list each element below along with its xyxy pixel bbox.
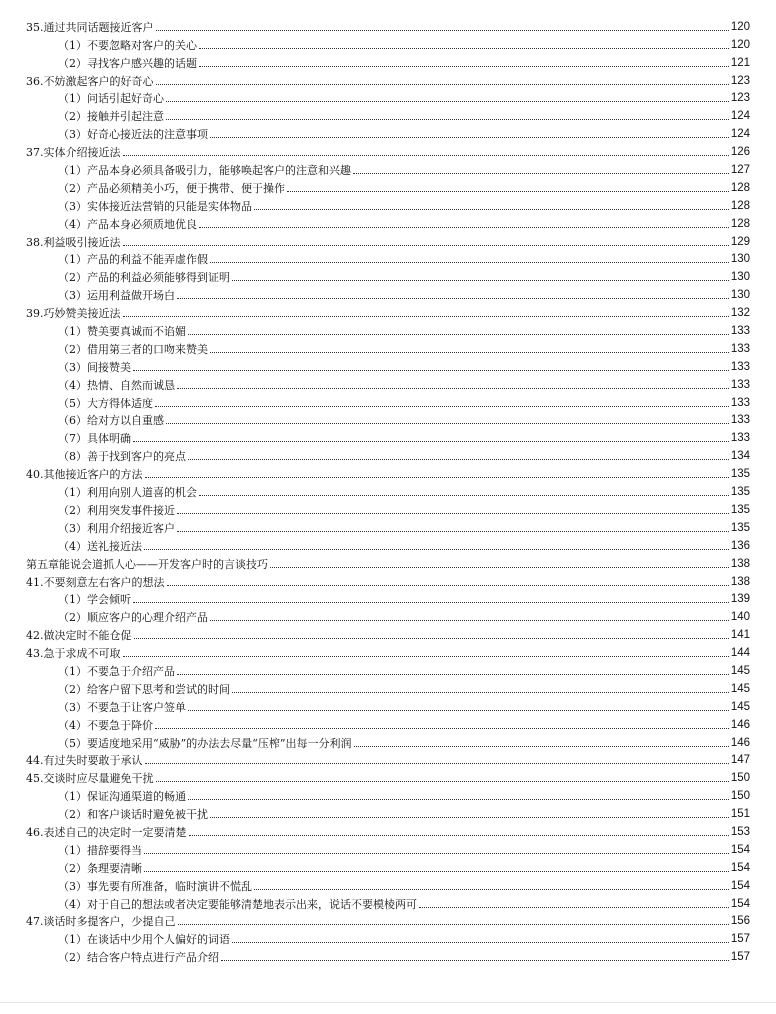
toc-entry-title: （1）保证沟通渠道的畅通: [58, 790, 186, 804]
dot-leader: [145, 763, 729, 764]
dot-leader: [133, 602, 729, 603]
toc-page-number: 145: [730, 682, 750, 695]
dot-leader: [155, 728, 729, 729]
dot-leader: [210, 620, 729, 621]
dot-leader: [188, 710, 729, 711]
toc-page-number: 120: [730, 20, 750, 33]
toc-entry-title: （2）结合客户特点进行产品介绍: [58, 951, 219, 965]
toc-page-number: 126: [730, 146, 750, 159]
dot-leader: [144, 853, 729, 854]
toc-page-number: 121: [730, 56, 750, 69]
toc-subentry[interactable]: [26, 159, 750, 177]
toc-subentry[interactable]: [26, 177, 750, 195]
dot-leader: [353, 173, 729, 174]
toc-subentry[interactable]: [26, 803, 750, 821]
toc-entry-title: （2）顺应客户的心理介绍产品: [58, 611, 208, 625]
toc-subentry[interactable]: [26, 660, 750, 678]
dot-leader: [177, 513, 729, 514]
toc-page-number: 135: [730, 486, 750, 499]
toc-page-number: 130: [730, 253, 750, 266]
dot-leader: [188, 334, 729, 335]
toc-subentry[interactable]: [26, 392, 750, 410]
dot-leader: [156, 84, 729, 85]
dot-leader: [221, 960, 729, 961]
toc-page-number: 133: [730, 432, 750, 445]
toc-subentry[interactable]: [26, 606, 750, 624]
toc-subentry[interactable]: [26, 338, 750, 356]
toc-entry-title: （3）运用利益做开场白: [58, 289, 175, 303]
toc-page-number: 154: [730, 843, 750, 856]
toc-subentry[interactable]: [26, 517, 750, 535]
toc-entry-title: （8）善于找到客户的亮点: [58, 450, 186, 464]
toc-entry-title: （4）不要急于降价: [58, 718, 153, 732]
toc-subentry[interactable]: [26, 284, 750, 302]
dot-leader: [167, 585, 729, 586]
toc-page-number: 140: [730, 611, 750, 624]
toc-subentry[interactable]: [26, 266, 750, 284]
toc-entry-title: （2）产品的利益必须能够得到证明: [58, 271, 230, 285]
toc-entry-title: 45.交谈时应尽量避免干扰: [26, 772, 154, 786]
dot-leader: [232, 692, 729, 693]
toc-entry[interactable]: [26, 141, 750, 159]
toc-page-number: 144: [730, 647, 750, 660]
toc-entry[interactable]: [26, 231, 750, 249]
toc-entry-title: （1）产品本身必须具备吸引力，能够唤起客户的注意和兴趣: [58, 164, 351, 178]
toc-entry[interactable]: [26, 911, 750, 929]
toc-entry-title: （3）不要急于让客户签单: [58, 700, 186, 714]
toc-subentry[interactable]: [26, 893, 750, 911]
toc-entry-title: （2）利用突发事件接近: [58, 503, 175, 517]
toc-subentry[interactable]: [26, 946, 750, 964]
toc-subentry[interactable]: [26, 52, 750, 70]
toc-page-number: 138: [730, 575, 750, 588]
toc-subentry[interactable]: [26, 875, 750, 893]
toc-entry-title: 第五章能说会道抓人心——开发客户时的言谈技巧: [26, 557, 268, 571]
toc-subentry[interactable]: [26, 105, 750, 123]
dot-leader: [177, 531, 729, 532]
dot-leader: [232, 280, 729, 281]
toc-entry-title: （4）热情、自然而诚恳: [58, 378, 175, 392]
dot-leader: [145, 477, 729, 478]
toc-page-number: 157: [730, 951, 750, 964]
toc-entry[interactable]: [26, 767, 750, 785]
toc-page-number: 145: [730, 664, 750, 677]
toc-entry-title: （2）产品必须精美小巧，便于携带、便于操作: [58, 181, 285, 195]
toc-subentry[interactable]: [26, 928, 750, 946]
toc-entry-title: （3）间接赞美: [58, 360, 131, 374]
toc-entry-title: 35.通过共同话题接近客户: [26, 20, 154, 34]
toc-page-number: 153: [730, 825, 750, 838]
toc-entry-title: （4）对于自己的想法或者决定要能够清楚地表示出来，说话不要模棱两可: [58, 897, 417, 911]
dot-leader: [254, 889, 729, 890]
toc-page-number: 128: [730, 181, 750, 194]
toc-subentry[interactable]: [26, 249, 750, 267]
toc-subentry[interactable]: [26, 123, 750, 141]
dot-leader: [155, 406, 729, 407]
dot-leader: [123, 656, 729, 657]
dot-leader: [178, 924, 729, 925]
dot-leader: [177, 674, 729, 675]
toc-page-number: 124: [730, 128, 750, 141]
toc-entry-title: 36.不妨激起客户的好奇心: [26, 74, 154, 88]
toc-entry[interactable]: [26, 624, 750, 642]
dot-leader: [354, 746, 729, 747]
toc-page-number: 146: [730, 718, 750, 731]
toc-entry-title: 44.有过失时要敢于承认: [26, 754, 143, 768]
toc-entry-title: 46.表述自己的决定时一定要清楚: [26, 825, 187, 839]
toc-entry[interactable]: [26, 821, 750, 839]
toc-entry-title: （5）大方得体适度: [58, 396, 153, 410]
toc-entry-title: （1）不要忽略对客户的关心: [58, 38, 197, 52]
dot-leader: [156, 30, 729, 31]
page-bottom-divider: [0, 1002, 776, 1003]
toc-entry-title: （5）要适度地采用“威胁”的办法去尽量“压榨”出每一分利润: [58, 736, 352, 750]
toc-page-number: 124: [730, 110, 750, 123]
toc-page-number: 145: [730, 700, 750, 713]
toc-entry-title: （2）给客户留下思考和尝试的时间: [58, 682, 230, 696]
dot-leader: [210, 352, 729, 353]
toc-page-number: 135: [730, 503, 750, 516]
dot-leader: [210, 262, 729, 263]
toc-page-number: 130: [730, 289, 750, 302]
toc-page-number: 133: [730, 378, 750, 391]
toc-entry-title: （4）产品本身必须质地优良: [58, 217, 197, 231]
toc-entry[interactable]: [26, 302, 750, 320]
toc-entry-title: （1）产品的利益不能弄虚作假: [58, 253, 208, 267]
toc-entry[interactable]: [26, 463, 750, 481]
toc-page-number: 157: [730, 933, 750, 946]
toc-subentry[interactable]: [26, 410, 750, 428]
toc-entry-title: （7）具体明确: [58, 432, 131, 446]
toc-entry-title: 40.其他接近客户的方法: [26, 468, 143, 482]
toc-entry[interactable]: [26, 642, 750, 660]
toc-page-number: 128: [730, 199, 750, 212]
toc-page-number: 150: [730, 790, 750, 803]
toc-entry-title: （3）好奇心接近法的注意事项: [58, 128, 208, 142]
toc-entry[interactable]: [26, 70, 750, 88]
dot-leader: [133, 370, 729, 371]
dot-leader: [123, 155, 729, 156]
toc-subentry[interactable]: [26, 589, 750, 607]
toc-subentry[interactable]: [26, 320, 750, 338]
dot-leader: [254, 209, 729, 210]
dot-leader: [134, 638, 729, 639]
toc-subentry[interactable]: [26, 427, 750, 445]
dot-leader: [133, 441, 729, 442]
dot-leader: [144, 871, 729, 872]
toc-page-number: 151: [730, 808, 750, 821]
toc-subentry[interactable]: [26, 857, 750, 875]
toc-page-number: 135: [730, 468, 750, 481]
toc-subentry[interactable]: [26, 195, 750, 213]
toc-entry-title: （1）赞美要真诚而不谄媚: [58, 325, 186, 339]
toc-subentry[interactable]: [26, 714, 750, 732]
toc-entry-title: 47.谈话时多提客户，少提自己: [26, 915, 176, 929]
toc-page-number: 139: [730, 593, 750, 606]
toc-entry[interactable]: [26, 553, 750, 571]
toc-entry-title: （1）在谈话中少用个人偏好的词语: [58, 933, 230, 947]
dot-leader: [210, 817, 729, 818]
toc-subentry[interactable]: [26, 88, 750, 106]
toc-subentry[interactable]: [26, 213, 750, 231]
toc-page-number: 123: [730, 92, 750, 105]
toc-entry[interactable]: [26, 16, 750, 34]
toc-page-number: 141: [730, 629, 750, 642]
toc-page-number: 128: [730, 217, 750, 230]
dot-leader: [188, 459, 729, 460]
dot-leader: [166, 101, 729, 102]
toc-entry-title: （1）学会倾听: [58, 593, 131, 607]
dot-leader: [156, 781, 729, 782]
toc-page-number: 130: [730, 271, 750, 284]
toc-entry-title: （1）不要急于介绍产品: [58, 664, 175, 678]
dot-leader: [232, 942, 729, 943]
dot-leader: [123, 316, 729, 317]
dot-leader: [199, 227, 729, 228]
toc-page-number: 133: [730, 396, 750, 409]
dot-leader: [177, 298, 729, 299]
toc-page-number: 133: [730, 325, 750, 338]
toc-entry-title: （2）和客户谈话时避免被干扰: [58, 808, 208, 822]
toc-page-number: 146: [730, 736, 750, 749]
toc-page-number: 129: [730, 235, 750, 248]
toc-subentry[interactable]: [26, 374, 750, 392]
toc-entry-title: （1）措辞要得当: [58, 843, 142, 857]
toc-subentry[interactable]: [26, 535, 750, 553]
toc-entry-title: 41.不要刻意左右客户的想法: [26, 575, 165, 589]
toc-entry-title: 38.利益吸引接近法: [26, 235, 121, 249]
dot-leader: [199, 48, 729, 49]
toc-page-number: 134: [730, 450, 750, 463]
toc-page-number: 150: [730, 772, 750, 785]
toc-subentry[interactable]: [26, 696, 750, 714]
toc-page-number: 147: [730, 754, 750, 767]
dot-leader: [144, 549, 729, 550]
toc-subentry[interactable]: [26, 499, 750, 517]
toc-entry-title: 43.急于求成不可取: [26, 647, 121, 661]
dot-leader: [270, 567, 729, 568]
dot-leader: [199, 495, 729, 496]
toc-subentry[interactable]: [26, 34, 750, 52]
toc-page-number: 154: [730, 897, 750, 910]
dot-leader: [210, 137, 729, 138]
toc-entry-title: （2）接触并引起注意: [58, 110, 164, 124]
dot-leader: [166, 119, 729, 120]
toc-entry-title: （3）事先要有所准备，临时演讲不慌乱: [58, 879, 252, 893]
toc-page-number: 133: [730, 342, 750, 355]
table-of-contents: [26, 16, 750, 964]
dot-leader: [419, 907, 729, 908]
toc-subentry[interactable]: [26, 445, 750, 463]
toc-page-number: 135: [730, 521, 750, 534]
toc-page-number: 154: [730, 861, 750, 874]
toc-page-number: 136: [730, 539, 750, 552]
toc-page-number: 127: [730, 164, 750, 177]
toc-entry[interactable]: [26, 571, 750, 589]
toc-entry-title: （4）送礼接近法: [58, 539, 142, 553]
dot-leader: [199, 66, 729, 67]
toc-page-number: 120: [730, 38, 750, 51]
toc-subentry[interactable]: [26, 785, 750, 803]
toc-entry-title: （1）利用向别人道喜的机会: [58, 486, 197, 500]
toc-entry-title: 42.做决定时不能仓促: [26, 629, 132, 643]
toc-entry-title: （2）寻找客户感兴趣的话题: [58, 56, 197, 70]
toc-subentry[interactable]: [26, 732, 750, 750]
dot-leader: [177, 388, 729, 389]
dot-leader: [123, 245, 729, 246]
toc-page-number: 132: [730, 307, 750, 320]
toc-subentry[interactable]: [26, 678, 750, 696]
toc-page-number: 154: [730, 879, 750, 892]
toc-page-number: 133: [730, 414, 750, 427]
toc-page-number: 138: [730, 557, 750, 570]
toc-entry-title: （2）借用第三者的口吻来赞美: [58, 342, 208, 356]
toc-entry[interactable]: [26, 750, 750, 768]
toc-entry-title: （6）给对方以自重感: [58, 414, 164, 428]
toc-subentry[interactable]: [26, 481, 750, 499]
dot-leader: [188, 799, 729, 800]
dot-leader: [189, 835, 729, 836]
toc-entry-title: 37.实体介绍接近法: [26, 146, 121, 160]
toc-page-number: 133: [730, 360, 750, 373]
toc-subentry[interactable]: [26, 356, 750, 374]
toc-entry-title: （3）利用介绍接近客户: [58, 521, 175, 535]
toc-entry-title: （2）条理要清晰: [58, 861, 142, 875]
toc-subentry[interactable]: [26, 839, 750, 857]
toc-entry-title: （3）实体接近法营销的只能是实体物品: [58, 199, 252, 213]
toc-entry-title: （1）问话引起好奇心: [58, 92, 164, 106]
dot-leader: [287, 191, 729, 192]
toc-page-number: 123: [730, 74, 750, 87]
toc-page-number: 156: [730, 915, 750, 928]
dot-leader: [166, 423, 729, 424]
toc-entry-title: 39.巧妙赞美接近法: [26, 307, 121, 321]
